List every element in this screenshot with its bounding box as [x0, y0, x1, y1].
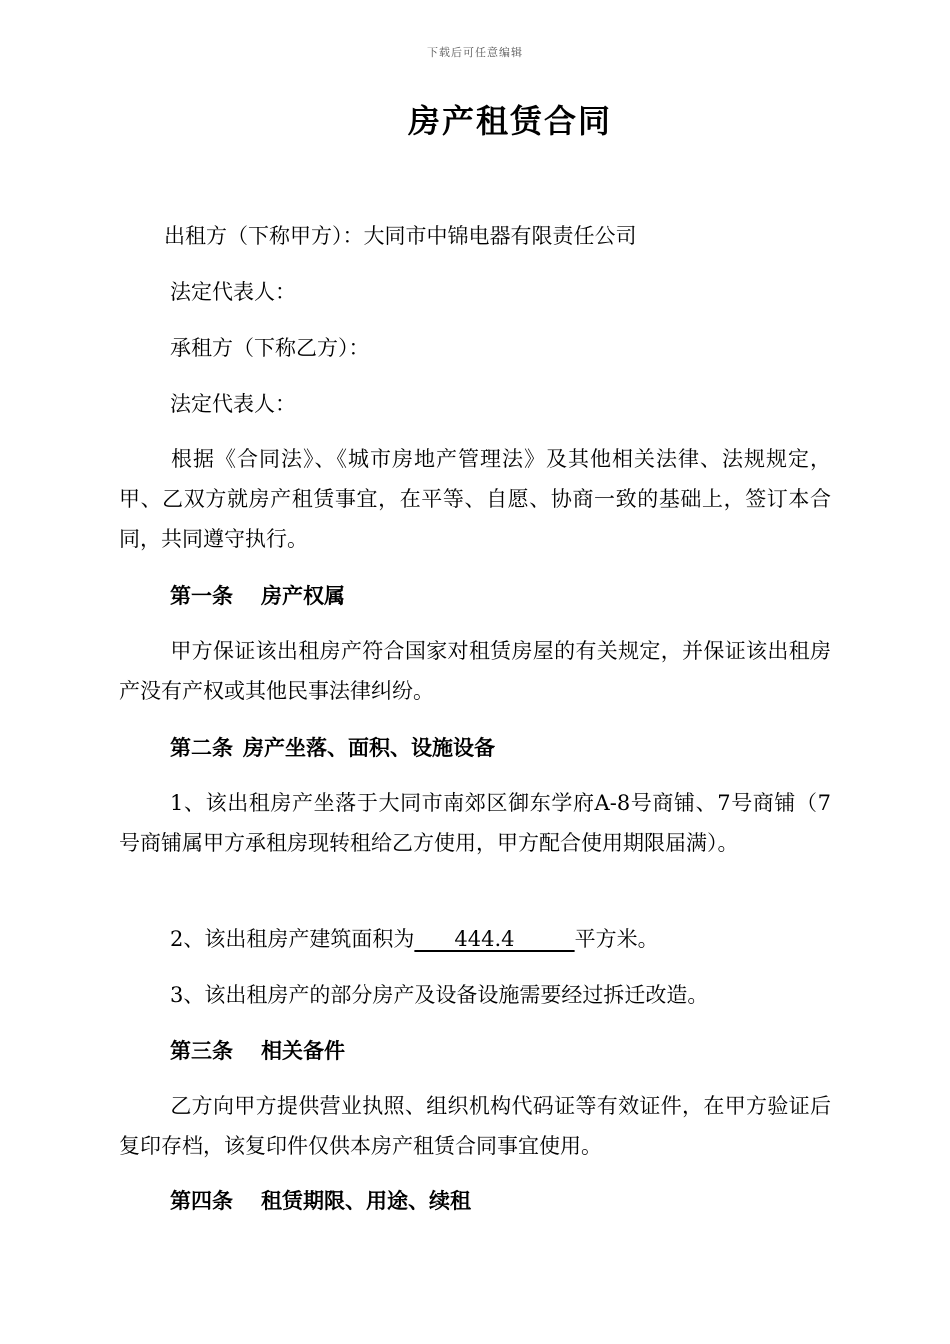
- article-1-title: 房产权属: [261, 583, 345, 608]
- area-value: 444.4: [414, 927, 575, 951]
- article-3-text: 乙方向甲方提供营业执照、组织机构代码证等有效证件，在甲方验证后复印存档，该复印件仅供本房产租赁合同事宜使用。: [119, 1094, 831, 1158]
- article-1-number: 第一条: [170, 583, 233, 608]
- preamble-text: 根据《合同法》、《城市房地产管理法》及其他相关法律、法规规定，甲、乙双方就房产租赁事宜，在平等、自愿、协商一致的基础上，签订本合同，共同遵守执行。: [119, 447, 831, 551]
- area-unit: 平方米。: [574, 927, 659, 951]
- document-title: 房产租赁合同: [407, 102, 612, 140]
- lessee-representative-line: 法定代表人：: [170, 392, 296, 416]
- lessee-line: 承租方（下称乙方）：: [170, 336, 370, 360]
- article-3-paragraph: [119, 1086, 831, 1166]
- article-4-title: 租赁期限、用途、续租: [261, 1188, 471, 1213]
- article-2-item-1: [119, 783, 831, 863]
- article-1-paragraph: [119, 631, 831, 711]
- lessor-line: 出租方（下称甲方）：大同市中锦电器有限责任公司: [164, 224, 637, 248]
- article-4-number: 第四条: [170, 1188, 233, 1213]
- area-label: 2、该出租房产建筑面积为: [170, 927, 415, 951]
- article-1-text: 甲方保证该出租房产符合国家对租赁房屋的有关规定，并保证该出租房产没有产权或其他民事法律纠纷。: [119, 639, 831, 703]
- lessor-representative-line: 法定代表人：: [170, 280, 296, 304]
- article-3-title: 相关备件: [261, 1038, 345, 1063]
- article-3-heading: [170, 1040, 345, 1061]
- article-1-heading: [170, 585, 345, 606]
- article-2-title: 房产坐落、面积、设施设备: [243, 735, 495, 760]
- preamble-paragraph: [119, 439, 831, 559]
- header-note: 下载后可任意编辑: [427, 46, 523, 59]
- article-2-item-2: [170, 929, 659, 950]
- article-2-item-1-text: 1、该出租房产坐落于大同市南郊区御东学府A-8号商铺、7号商铺（7号商铺属甲方承租房现转租给乙方使用，甲方配合使用期限届满）。: [119, 791, 831, 855]
- article-3-number: 第三条: [170, 1038, 233, 1063]
- article-2-number: 第二条: [170, 735, 233, 760]
- article-2-item-3: 3、该出租房产的部分房产及设备设施需要经过拆迁改造。: [170, 983, 709, 1007]
- article-2-heading: [170, 737, 495, 758]
- article-4-heading: [170, 1190, 471, 1211]
